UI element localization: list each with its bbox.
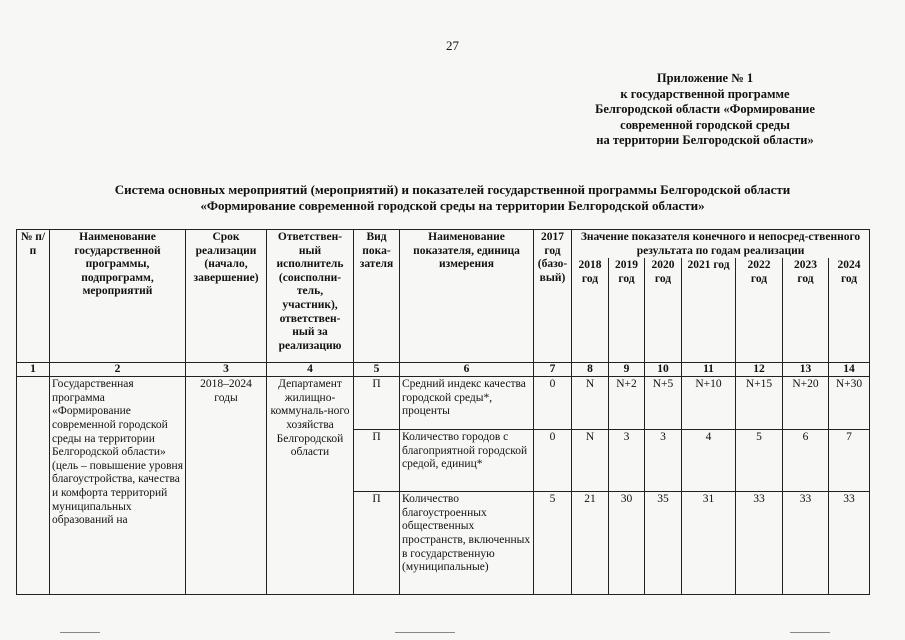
indicator-value: N+5 <box>645 377 682 430</box>
indicator-value: 7 <box>829 430 870 492</box>
program-responsible: Департамент жилищно-коммуналь-ного хозяйства Белгородской области <box>267 377 354 595</box>
indicator-value: N+20 <box>783 377 829 430</box>
header-year: 2022 год <box>736 258 783 362</box>
indicator-base: 0 <box>534 430 572 492</box>
column-number: 8 <box>572 362 609 377</box>
header-year: 2018 год <box>572 258 609 362</box>
header-term: Срок реализации (начало, завершение) <box>186 230 267 363</box>
indicator-value: 4 <box>682 430 736 492</box>
indicator-value: 31 <box>682 492 736 595</box>
indicator-value: N+15 <box>736 377 783 430</box>
header-year: 2024 год <box>829 258 870 362</box>
column-number: 9 <box>609 362 645 377</box>
indicator-value: 33 <box>829 492 870 595</box>
column-number: 14 <box>829 362 870 377</box>
appendix-line: Белгородской области «Формирование <box>595 102 815 116</box>
indicator-type: П <box>354 492 400 595</box>
appendix-line: к государственной программе <box>620 86 790 101</box>
column-number: 13 <box>783 362 829 377</box>
indicator-name: Количество благоустроенных общественных пространств, включенных в государственную (муниципальные) <box>400 492 534 595</box>
appendix-line: на территории Белгородской области» <box>596 133 814 147</box>
indicator-name: Количество городов с благоприятной городской средой, единиц* <box>400 430 534 492</box>
title-line: «Формирование современной городской среды на территории Белгородской области» <box>200 198 705 213</box>
indicator-value: 6 <box>783 430 829 492</box>
indicator-value: N <box>572 377 609 430</box>
header-base: 2017 год (базо-вый) <box>534 230 572 363</box>
program-term: 2018–2024 годы <box>186 377 267 595</box>
header-year: 2021 год <box>682 258 736 362</box>
header-year: 2023 год <box>783 258 829 362</box>
header-num: № п/п <box>17 230 50 363</box>
column-number: 2 <box>50 362 186 377</box>
header-name: Наименование государственной программы, подпрограмм, мероприятий <box>50 230 186 363</box>
indicator-value: 33 <box>783 492 829 595</box>
column-number: 12 <box>736 362 783 377</box>
indicator-value: 33 <box>736 492 783 595</box>
column-number: 10 <box>645 362 682 377</box>
appendix-caption <box>540 71 870 149</box>
indicator-value: 3 <box>645 430 682 492</box>
indicator-value: N+30 <box>829 377 870 430</box>
indicators-table <box>16 229 870 595</box>
appendix-line: Приложение № 1 <box>656 71 754 85</box>
indicator-value: 5 <box>736 430 783 492</box>
column-numbers-row <box>17 362 870 377</box>
appendix-line: современной городской среды <box>620 117 790 132</box>
table-row <box>17 377 870 430</box>
indicator-value: N+2 <box>609 377 645 430</box>
column-number: 6 <box>400 362 534 377</box>
column-number: 1 <box>17 362 50 377</box>
header-values-group: Значение показателя конечного и непосред-ственного результата по годам реализации <box>572 230 870 259</box>
indicator-value: 35 <box>645 492 682 595</box>
program-name: Государственная программа «Формирование современной городской среды на территории Белгородской области» (цель – повышение уровня благоустройства, качества и комфорта территорий муниципальных образований на <box>50 377 186 595</box>
indicator-base: 0 <box>534 377 572 430</box>
indicator-value: 30 <box>609 492 645 595</box>
indicator-value: N <box>572 430 609 492</box>
indicator-value: 21 <box>572 492 609 595</box>
header-responsible: Ответствен-ный исполнитель (соисполни-тель, участник), ответствен-ный за реализацию <box>267 230 354 363</box>
indicator-name: Средний индекс качества городской среды*, проценты <box>400 377 534 430</box>
document-title <box>0 182 905 214</box>
indicator-base: 5 <box>534 492 572 595</box>
title-line: Система основных мероприятий (мероприятий) и показателей государственной программы Белгородской области <box>114 182 791 197</box>
header-year: 2020 год <box>645 258 682 362</box>
page-number: 27 <box>446 38 459 53</box>
header-year: 2019 год <box>609 258 645 362</box>
scan-mark <box>790 632 830 633</box>
indicator-type: П <box>354 377 400 430</box>
row-number <box>17 377 50 595</box>
column-number: 7 <box>534 362 572 377</box>
indicator-value: 3 <box>609 430 645 492</box>
indicator-type: П <box>354 430 400 492</box>
indicator-value: N+10 <box>682 377 736 430</box>
header-type: Вид пока-зателя <box>354 230 400 363</box>
header-row <box>17 230 870 259</box>
scan-mark <box>395 632 455 633</box>
column-number: 4 <box>267 362 354 377</box>
column-number: 5 <box>354 362 400 377</box>
header-indicator: Наименование показателя, единица измерения <box>400 230 534 363</box>
scan-mark <box>60 632 100 633</box>
column-number: 3 <box>186 362 267 377</box>
column-number: 11 <box>682 362 736 377</box>
